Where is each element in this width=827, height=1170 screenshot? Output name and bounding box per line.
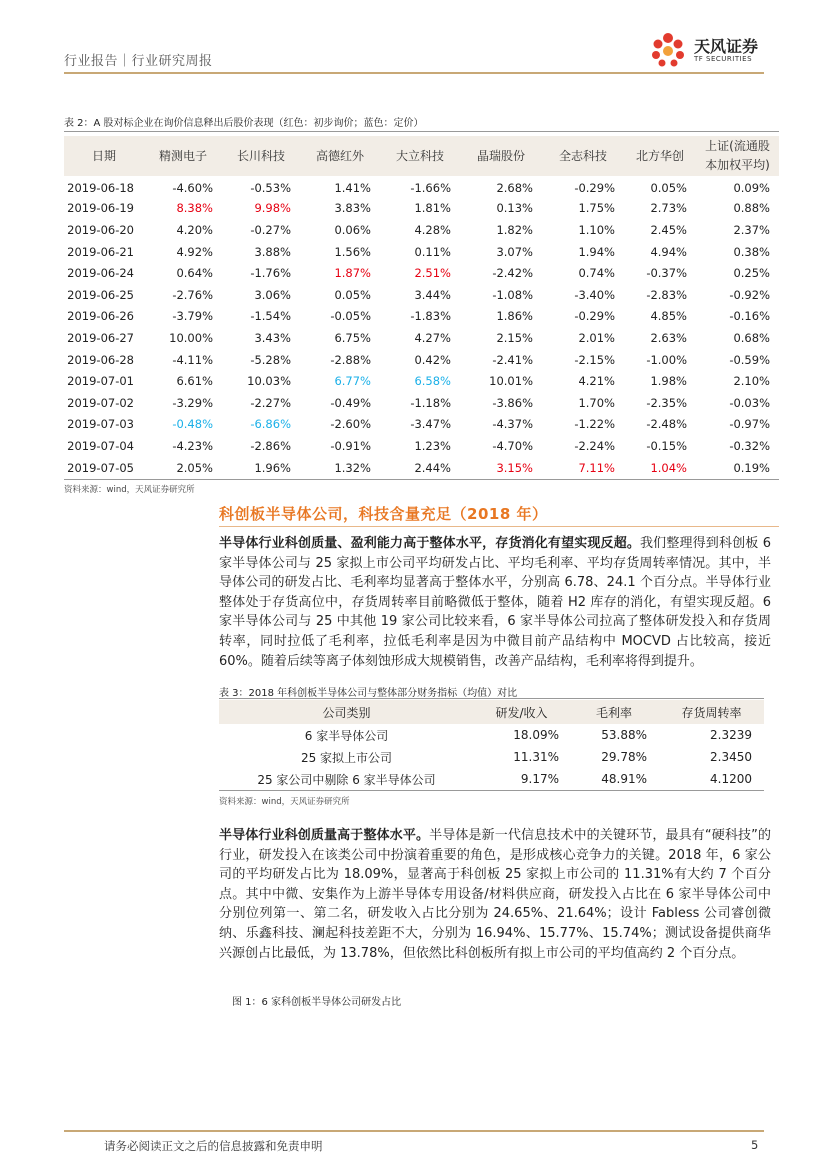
header-rule: [64, 72, 764, 74]
pct-cell: -3.79%: [172, 309, 213, 324]
pct-cell: -1.00%: [646, 352, 687, 367]
pct-cell: 0.88%: [733, 201, 770, 216]
pct-cell: -0.29%: [574, 309, 615, 324]
table-row: [64, 284, 779, 306]
paragraph-2: [219, 826, 771, 963]
table2-source: 资料来源：wind，天风证券研究所: [64, 485, 195, 495]
pct-cell: -2.15%: [574, 352, 615, 367]
pct-cell: 3.44%: [414, 287, 451, 302]
table2-header-cell: 长川科技: [222, 136, 300, 176]
pct-cell: 2.05%: [176, 460, 213, 475]
table-cell: 9.17%: [520, 772, 559, 786]
table-row: [219, 746, 764, 768]
pct-cell: 0.11%: [414, 244, 451, 259]
table-row: [64, 327, 779, 349]
page-number: 5: [751, 1138, 759, 1152]
pct-cell: 1.70%: [578, 395, 615, 410]
pct-cell: 1.86%: [496, 309, 533, 324]
pct-cell: -3.86%: [492, 395, 533, 410]
pct-cell: -1.54%: [250, 309, 291, 324]
date-cell: 2019-06-24: [67, 266, 134, 281]
pct-cell: -0.16%: [729, 309, 770, 324]
pct-cell: 2.73%: [650, 201, 687, 216]
pct-cell: -2.76%: [172, 287, 213, 302]
pct-cell: 0.42%: [414, 352, 451, 367]
pct-cell: -0.91%: [330, 438, 371, 453]
table-cell: 25 家拟上市公司: [300, 750, 393, 765]
pct-cell: 6.77%: [334, 374, 371, 389]
pct-cell: 1.81%: [414, 201, 451, 216]
date-cell: 2019-06-25: [67, 287, 134, 302]
table-cell: 2.3239: [710, 728, 752, 742]
table-cell: 29.78%: [601, 750, 647, 764]
paragraph-1-lead: 半导体行业科创质量、盈利能力高于整体水平，存货消化有望实现反超。: [219, 536, 641, 551]
pct-cell: 2.01%: [578, 330, 615, 345]
financial-metrics-table: [219, 700, 764, 790]
table-row: [64, 241, 779, 263]
header-line: 本加权平均): [705, 158, 770, 172]
pct-cell: -4.60%: [172, 180, 213, 195]
pct-cell: 1.32%: [334, 460, 371, 475]
date-cell: 2019-07-05: [67, 460, 134, 475]
date-cell: 2019-06-19: [67, 201, 134, 216]
pct-cell: 0.05%: [334, 287, 371, 302]
pct-cell: 10.01%: [489, 374, 533, 389]
figure1-caption: 图 1：6 家科创板半导体公司研发占比: [232, 997, 402, 1008]
pct-cell: 9.98%: [254, 201, 291, 216]
logo-text-cn: 天风证券: [694, 37, 759, 56]
pct-cell: -0.05%: [330, 309, 371, 324]
table3-header-cell: 研发/收入: [474, 700, 569, 724]
pct-cell: -4.70%: [492, 438, 533, 453]
pct-cell: 1.04%: [650, 460, 687, 475]
table-row: [64, 370, 779, 392]
pct-cell: -0.37%: [646, 266, 687, 281]
pct-cell: 2.51%: [414, 266, 451, 281]
pct-cell: -1.66%: [410, 180, 451, 195]
pct-cell: -1.08%: [492, 287, 533, 302]
section-heading-rule: [219, 526, 779, 527]
pct-cell: 4.28%: [414, 222, 451, 237]
pct-cell: -3.47%: [410, 417, 451, 432]
paragraph-2-body: 半导体是新一代信息技术中的关键环节，最具有“硬科技”的行业，研发投入在该类公司中扮演着重要的角色，是形成核心竞争力的关键。2018 年，6 家公司的平均研发占比为 18.09%，显著高于科创板 25 家拟上市公司的 11.31%有大约 7 个百分点。其中中微、安集作为上游半导体专用设备/材料供应商，研发投入占比在 6 家半导体公司中分别位列第一、第二名，研发收入占比分别为 24.65%、21.64%；设计 Fabless 公司睿创微纳、乐鑫科技、澜起科技差距不大，分别为 16.94%、15.77%、15.74%；测试设备提供商华兴源创占比最低，为 13.78%，但依然比科创板所有拟上市公司的平均值高约 2 个百分点。: [219, 828, 771, 961]
pct-cell: 1.41%: [334, 180, 371, 195]
footer-rule: [64, 1130, 764, 1132]
pct-cell: 0.13%: [496, 201, 533, 216]
pct-cell: -2.83%: [646, 287, 687, 302]
pct-cell: 2.63%: [650, 330, 687, 345]
pct-cell: -0.97%: [729, 417, 770, 432]
pct-cell: -2.35%: [646, 395, 687, 410]
pct-cell: 1.82%: [496, 222, 533, 237]
table2-header-cell: 大立科技: [380, 136, 460, 176]
pct-cell: 0.64%: [176, 266, 213, 281]
table3-header-cell: 公司类别: [219, 700, 474, 724]
pct-cell: 0.19%: [733, 460, 770, 475]
pct-cell: 3.15%: [496, 460, 533, 475]
pct-cell: 3.88%: [254, 244, 291, 259]
pct-cell: -0.03%: [729, 395, 770, 410]
date-cell: 2019-06-18: [67, 180, 134, 195]
pct-cell: 10.03%: [247, 374, 291, 389]
footer-disclaimer: 请务必阅读正文之后的信息披露和免责申明: [104, 1139, 323, 1153]
pct-cell: 4.94%: [650, 244, 687, 259]
table2-header-cell-last: [696, 136, 779, 176]
pct-cell: 6.75%: [334, 330, 371, 345]
paragraph-2-lead: 半导体行业科创质量高于整体水平。: [219, 828, 430, 843]
table3-caption-rule: [219, 698, 764, 699]
date-cell: 2019-06-27: [67, 330, 134, 345]
table-row: [64, 435, 779, 457]
pct-cell: -0.59%: [729, 352, 770, 367]
pct-cell: -4.23%: [172, 438, 213, 453]
pct-cell: 0.05%: [650, 180, 687, 195]
pct-cell: -2.42%: [492, 266, 533, 281]
stock-performance-table: [64, 136, 779, 478]
pct-cell: -3.40%: [574, 287, 615, 302]
pct-cell: -2.41%: [492, 352, 533, 367]
table2-header-cell: 高德红外: [300, 136, 380, 176]
pct-cell: -2.24%: [574, 438, 615, 453]
pct-cell: 4.27%: [414, 330, 451, 345]
table-cell: 25 家公司中剔除 6 家半导体公司: [257, 772, 436, 787]
table-cell: 6 家半导体公司: [304, 728, 389, 743]
pct-cell: 1.75%: [578, 201, 615, 216]
pct-cell: -4.11%: [172, 352, 213, 367]
pct-cell: 0.38%: [733, 244, 770, 259]
pct-cell: 6.61%: [176, 374, 213, 389]
paragraph-1-body: 我们整理得到科创板 6 家半导体公司与 25 家拟上市公司平均研发占比、平均毛利率、平均存货周转率情况。其中，半导体公司的研发占比、毛利率均显著高于整体水平，分别高 6.78、24.1 个百分点。半导体行业整体处于存货高位中，存货周转率目前略微低于整体，随着 H2 库存的消化，有望实现反超。6 家半导体公司与 25 中其他 19 家公司比较来看，6 家半导体公司拉高了整体研发投入和存货周转率，同时拉低了毛利率，拉低毛利率是因为中微目前产品结构中 MOCVD 占比较高，接近 60%。随着后续等离子体刻蚀形成大规模销售，改善产品结构，毛利率将得到提升。: [219, 536, 771, 669]
table-row: [64, 457, 779, 479]
pct-cell: 0.68%: [733, 330, 770, 345]
pct-cell: -2.86%: [250, 438, 291, 453]
date-cell: 2019-06-20: [67, 222, 134, 237]
pct-cell: 1.10%: [578, 222, 615, 237]
pct-cell: -2.48%: [646, 417, 687, 432]
pct-cell: 2.44%: [414, 460, 451, 475]
table-row: [64, 392, 779, 414]
table2-header-cell: 日期: [64, 136, 144, 176]
date-cell: 2019-06-26: [67, 309, 134, 324]
table3-header-row: [219, 700, 764, 724]
table2-header-cell: 晶瑞股份: [460, 136, 542, 176]
pct-cell: -1.83%: [410, 309, 451, 324]
table2-header-row: [64, 136, 779, 176]
table3-header-cell: 毛利率: [569, 700, 659, 724]
table2-caption: 表 2：A 股对标企业在询价信息释出后股价表现（红色：初步询价；蓝色：定价）: [64, 118, 424, 129]
date-cell: 2019-07-01: [67, 374, 134, 389]
header-breadcrumb: 行业报告｜行业研究周报: [64, 54, 213, 69]
pct-cell: 0.25%: [733, 266, 770, 281]
date-cell: 2019-06-28: [67, 352, 134, 367]
table2-header-cell: 精测电子: [144, 136, 222, 176]
pct-cell: -0.92%: [729, 287, 770, 302]
pct-cell: 8.38%: [176, 201, 213, 216]
pct-cell: -0.53%: [250, 180, 291, 195]
table-cell: 2.3450: [710, 750, 752, 764]
pct-cell: -0.15%: [646, 438, 687, 453]
table2-bottom-rule: [64, 479, 779, 480]
pct-cell: 3.06%: [254, 287, 291, 302]
pct-cell: -2.60%: [330, 417, 371, 432]
pct-cell: 1.94%: [578, 244, 615, 259]
pct-cell: 4.92%: [176, 244, 213, 259]
pct-cell: 3.83%: [334, 201, 371, 216]
logo-text-en: TF SECURITIES: [694, 55, 753, 63]
table-row: [64, 219, 779, 241]
pct-cell: 4.85%: [650, 309, 687, 324]
table-row: [64, 176, 779, 198]
pct-cell: 7.11%: [578, 460, 615, 475]
pct-cell: 2.45%: [650, 222, 687, 237]
pct-cell: -0.32%: [729, 438, 770, 453]
table-row: [219, 768, 764, 790]
pct-cell: -3.29%: [172, 395, 213, 410]
date-cell: 2019-06-21: [67, 244, 134, 259]
logo-flower-icon: [648, 30, 688, 70]
pct-cell: 0.74%: [578, 266, 615, 281]
pct-cell: -2.88%: [330, 352, 371, 367]
pct-cell: 1.23%: [414, 438, 451, 453]
table3-bottom-rule: [219, 790, 764, 791]
table-cell: 48.91%: [601, 772, 647, 786]
table3-source: 资料来源：wind，天风证券研究所: [219, 797, 350, 807]
pct-cell: 0.06%: [334, 222, 371, 237]
date-cell: 2019-07-03: [67, 417, 134, 432]
company-logo: [648, 30, 768, 70]
pct-cell: -0.29%: [574, 180, 615, 195]
table3-caption: 表 3：2018 年科创板半导体公司与整体部分财务指标（均值）对比: [219, 688, 518, 699]
pct-cell: -0.27%: [250, 222, 291, 237]
table3-header-cell: 存货周转率: [659, 700, 764, 724]
pct-cell: 4.21%: [578, 374, 615, 389]
pct-cell: 3.43%: [254, 330, 291, 345]
date-cell: 2019-07-04: [67, 438, 134, 453]
pct-cell: -1.22%: [574, 417, 615, 432]
pct-cell: 4.20%: [176, 222, 213, 237]
pct-cell: -2.27%: [250, 395, 291, 410]
pct-cell: 2.37%: [733, 222, 770, 237]
pct-cell: 3.07%: [496, 244, 533, 259]
table2-caption-rule: [64, 131, 779, 132]
header-line: 上证(流通股: [705, 139, 770, 153]
pct-cell: -5.28%: [250, 352, 291, 367]
pct-cell: 10.00%: [169, 330, 213, 345]
pct-cell: 6.58%: [414, 374, 451, 389]
pct-cell: -1.18%: [410, 395, 451, 410]
table2-header-cell: 北方华创: [624, 136, 696, 176]
pct-cell: -0.49%: [330, 395, 371, 410]
pct-cell: 2.10%: [733, 374, 770, 389]
pct-cell: 2.68%: [496, 180, 533, 195]
pct-cell: 2.15%: [496, 330, 533, 345]
pct-cell: 1.87%: [334, 266, 371, 281]
table-row: [64, 349, 779, 371]
table-row: [219, 724, 764, 746]
pct-cell: 1.98%: [650, 374, 687, 389]
table-row: [64, 262, 779, 284]
table-row: [64, 306, 779, 328]
table-row: [64, 198, 779, 220]
table-row: [64, 414, 779, 436]
table2-header-cell: 全志科技: [542, 136, 624, 176]
table-cell: 53.88%: [601, 728, 647, 742]
date-cell: 2019-07-02: [67, 395, 134, 410]
table-cell: 4.1200: [710, 772, 752, 786]
table-cell: 11.31%: [513, 750, 559, 764]
pct-cell: -0.48%: [172, 417, 213, 432]
pct-cell: -4.37%: [492, 417, 533, 432]
pct-cell: 1.96%: [254, 460, 291, 475]
pct-cell: -6.86%: [250, 417, 291, 432]
table-cell: 18.09%: [513, 728, 559, 742]
section-heading: 科创板半导体公司，科技含量充足（2018 年）: [219, 505, 548, 523]
paragraph-1: [219, 534, 771, 671]
pct-cell: 1.56%: [334, 244, 371, 259]
pct-cell: -1.76%: [250, 266, 291, 281]
pct-cell: 0.09%: [733, 180, 770, 195]
